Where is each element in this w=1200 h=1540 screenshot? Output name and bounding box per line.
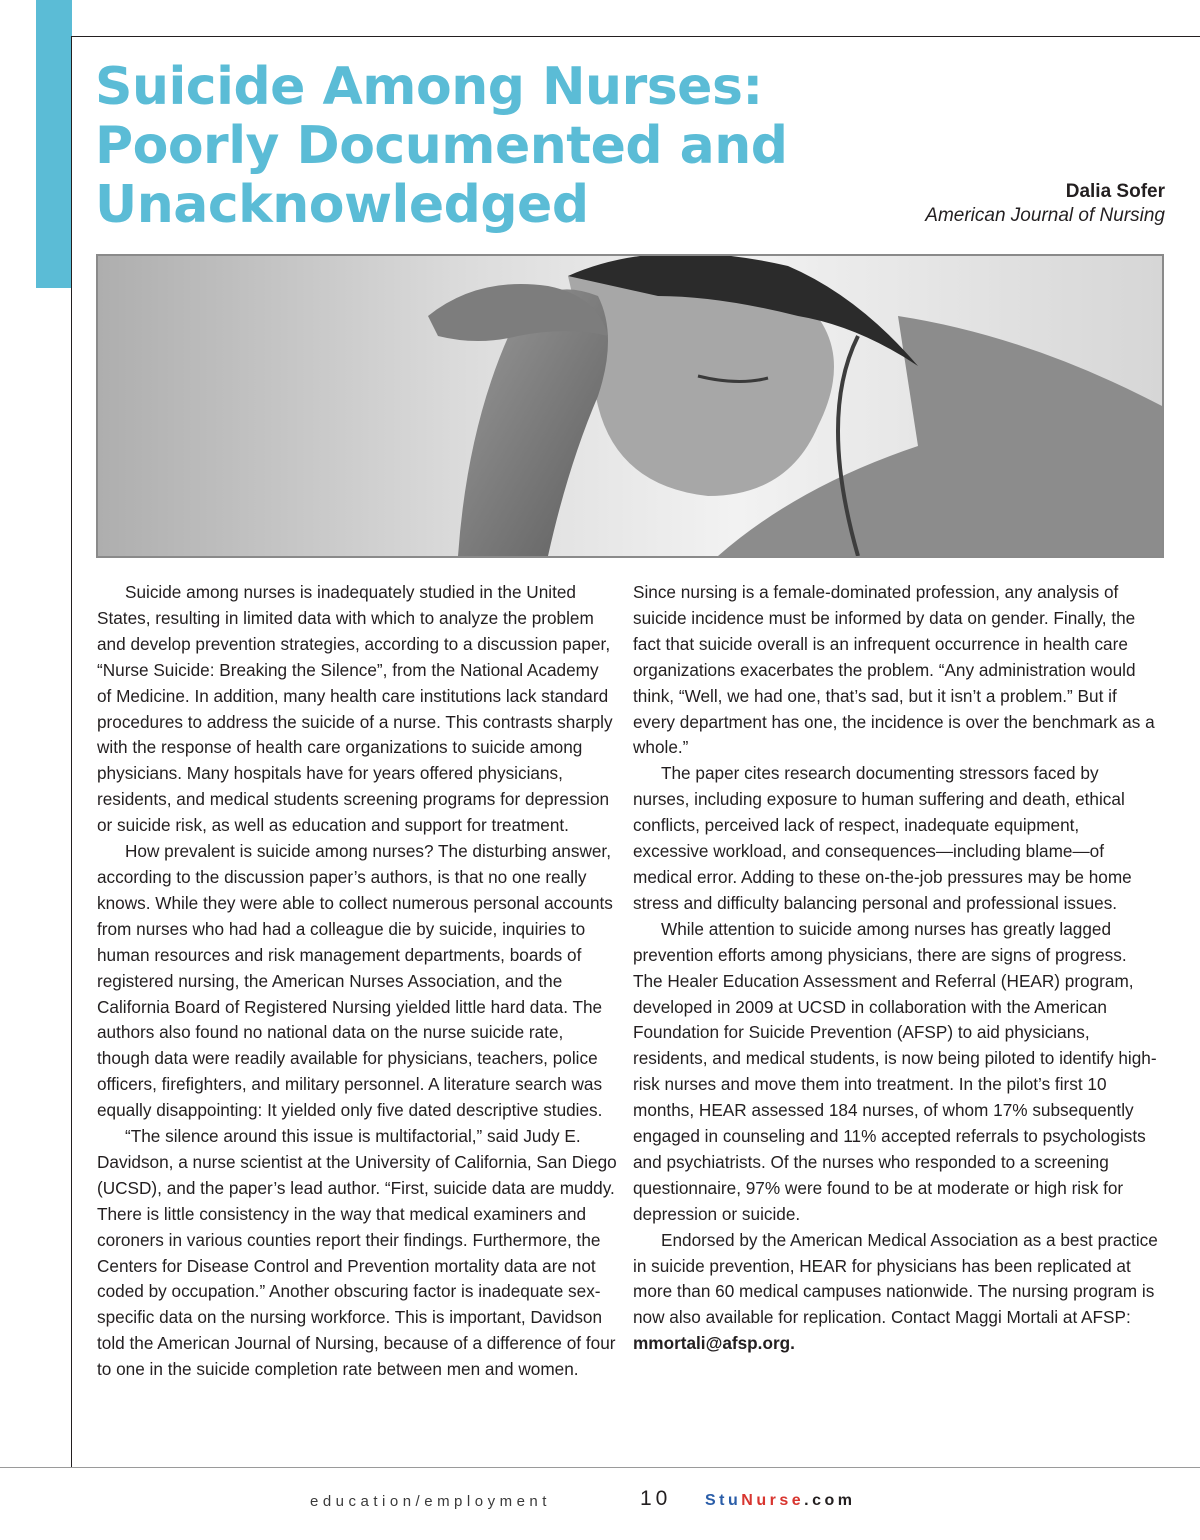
page-footer: [0, 1487, 1200, 1515]
footer-brand[interactable]: [705, 1492, 855, 1510]
closing-paragraph: [633, 1228, 1158, 1358]
brand-part-nurse: Nurse: [741, 1492, 805, 1509]
body-column-left: [97, 580, 617, 1383]
brand-part-com: .com: [804, 1492, 856, 1509]
page-number: 10: [640, 1487, 672, 1510]
article-photo: [96, 254, 1164, 558]
paragraph: Since nursing is a female-dominated profession, any analysis of suicide incidence must be informed by data on gender. Finally, the fact that suicide overall is an infrequent occurrence in health care organizations exacerbates the problem. “Any administration would think, “Well, we had one, that’s sad, but it isn’t a problem.” But if every department has one, the incidence is over the benchmark as a whole.”: [633, 582, 1155, 758]
byline: [925, 180, 1165, 228]
brand-part-stu: Stu: [705, 1492, 742, 1509]
paragraph: While attention to suicide among nurses has greatly lagged prevention efforts among physicians, there are signs of progress. The Healer Education Assessment and Referral (HEAR) program, developed in 2009 at UCSD in collaboration with the American Foundation for Suicide Prevention (AFSP) to aid physicians, residents, and medical students, is now being piloted to identify high-risk nurses and move them into treatment. In the pilot’s first 10 months, HEAR assessed 184 nurses, of whom 17% subsequently engaged in counseling and 11% accepted referrals to psychologists and psychiatrists. Of the nurses who responded to a screening questionnaire, 97% were found to be at moderate or high risk for depression or suicide.: [633, 918, 1157, 1224]
source-journal: American Journal of Nursing: [925, 205, 1165, 226]
paragraph: The paper cites research documenting stressors faced by nurses, including exposure to human suffering and death, ethical conflicts, perceived lack of respect, inadequate equipment, excessive workload, and consequences—including blame—of medical error. Adding to these on-the-job pressures may be home stress and difficulty balancing personal and professional issues.: [633, 763, 1132, 913]
article-title: Suicide Among Nurses: Poorly Documented and Unacknowledged: [95, 57, 788, 235]
body-column-right: [633, 580, 1158, 1357]
paragraph: Suicide among nurses is inadequately studied in the United States, resulting in limited data with which to analyze the problem and develop prevention strategies, according to a discussion paper, “Nurse Suicide: Breaking the Silence”, from the National Academy of Medicine. In addition, many health care institutions lack standard procedures to address the suicide of a nurse. This contrasts sharply with the response of health care organizations to suicide among physicians. Many hospitals have for years offered physicians, residents, and medical students screening programs for depression or suicide risk, as well as education and support for treatment.: [97, 582, 613, 836]
footer-section-label: education/employment: [310, 1493, 551, 1510]
accent-bar: [36, 0, 72, 288]
contact-email-link[interactable]: mmortali@afsp.org.: [633, 1333, 795, 1354]
header-rule: [71, 36, 1200, 37]
nurse-photo-icon: [98, 256, 1162, 556]
margin-rule: [71, 36, 72, 1468]
paragraph: How prevalent is suicide among nurses? The disturbing answer, according to the discussion paper’s authors, is that no one really knows. While they were able to collect numerous personal accounts from nurses who had had a colleague die by suicide, inquiries to human resources and risk management departments, boards of registered nursing, the American Nurses Association, and the California Board of Registered Nursing yielded little hard data. The authors also found no national data on the nurse suicide rate, though data were readily available for physicians, teachers, police officers, firefighters, and military personnel. A literature search was equally disappointing: It yielded only five dated descriptive studies.: [97, 841, 613, 1121]
footer-rule: [0, 1467, 1200, 1468]
paragraph: “The silence around this issue is multifactorial,” said Judy E. Davidson, a nurse scientist at the University of California, San Diego (UCSD), and the paper’s lead author. “First, suicide data are muddy. There is little consistency in the way that medical examiners and coroners in various counties report their findings. Furthermore, the Centers for Disease Control and Prevention mortality data are not coded by occupation.” Another obscuring factor is inadequate sex-specific data on the nursing workforce. This is important, Davidson told the American Journal of Nursing, because of a difference of four to one in the suicide completion rate between men and women.: [97, 1126, 617, 1380]
closing-text: Endorsed by the American Medical Association as a best practice in suicide prevention, HEAR for physicians has been replicated at more than 60 medical campuses nationwide. The nursing program is now also available for replication. Contact Maggi Mortali at AFSP:: [633, 1229, 1158, 1328]
author-name: Dalia Sofer: [1065, 181, 1165, 202]
